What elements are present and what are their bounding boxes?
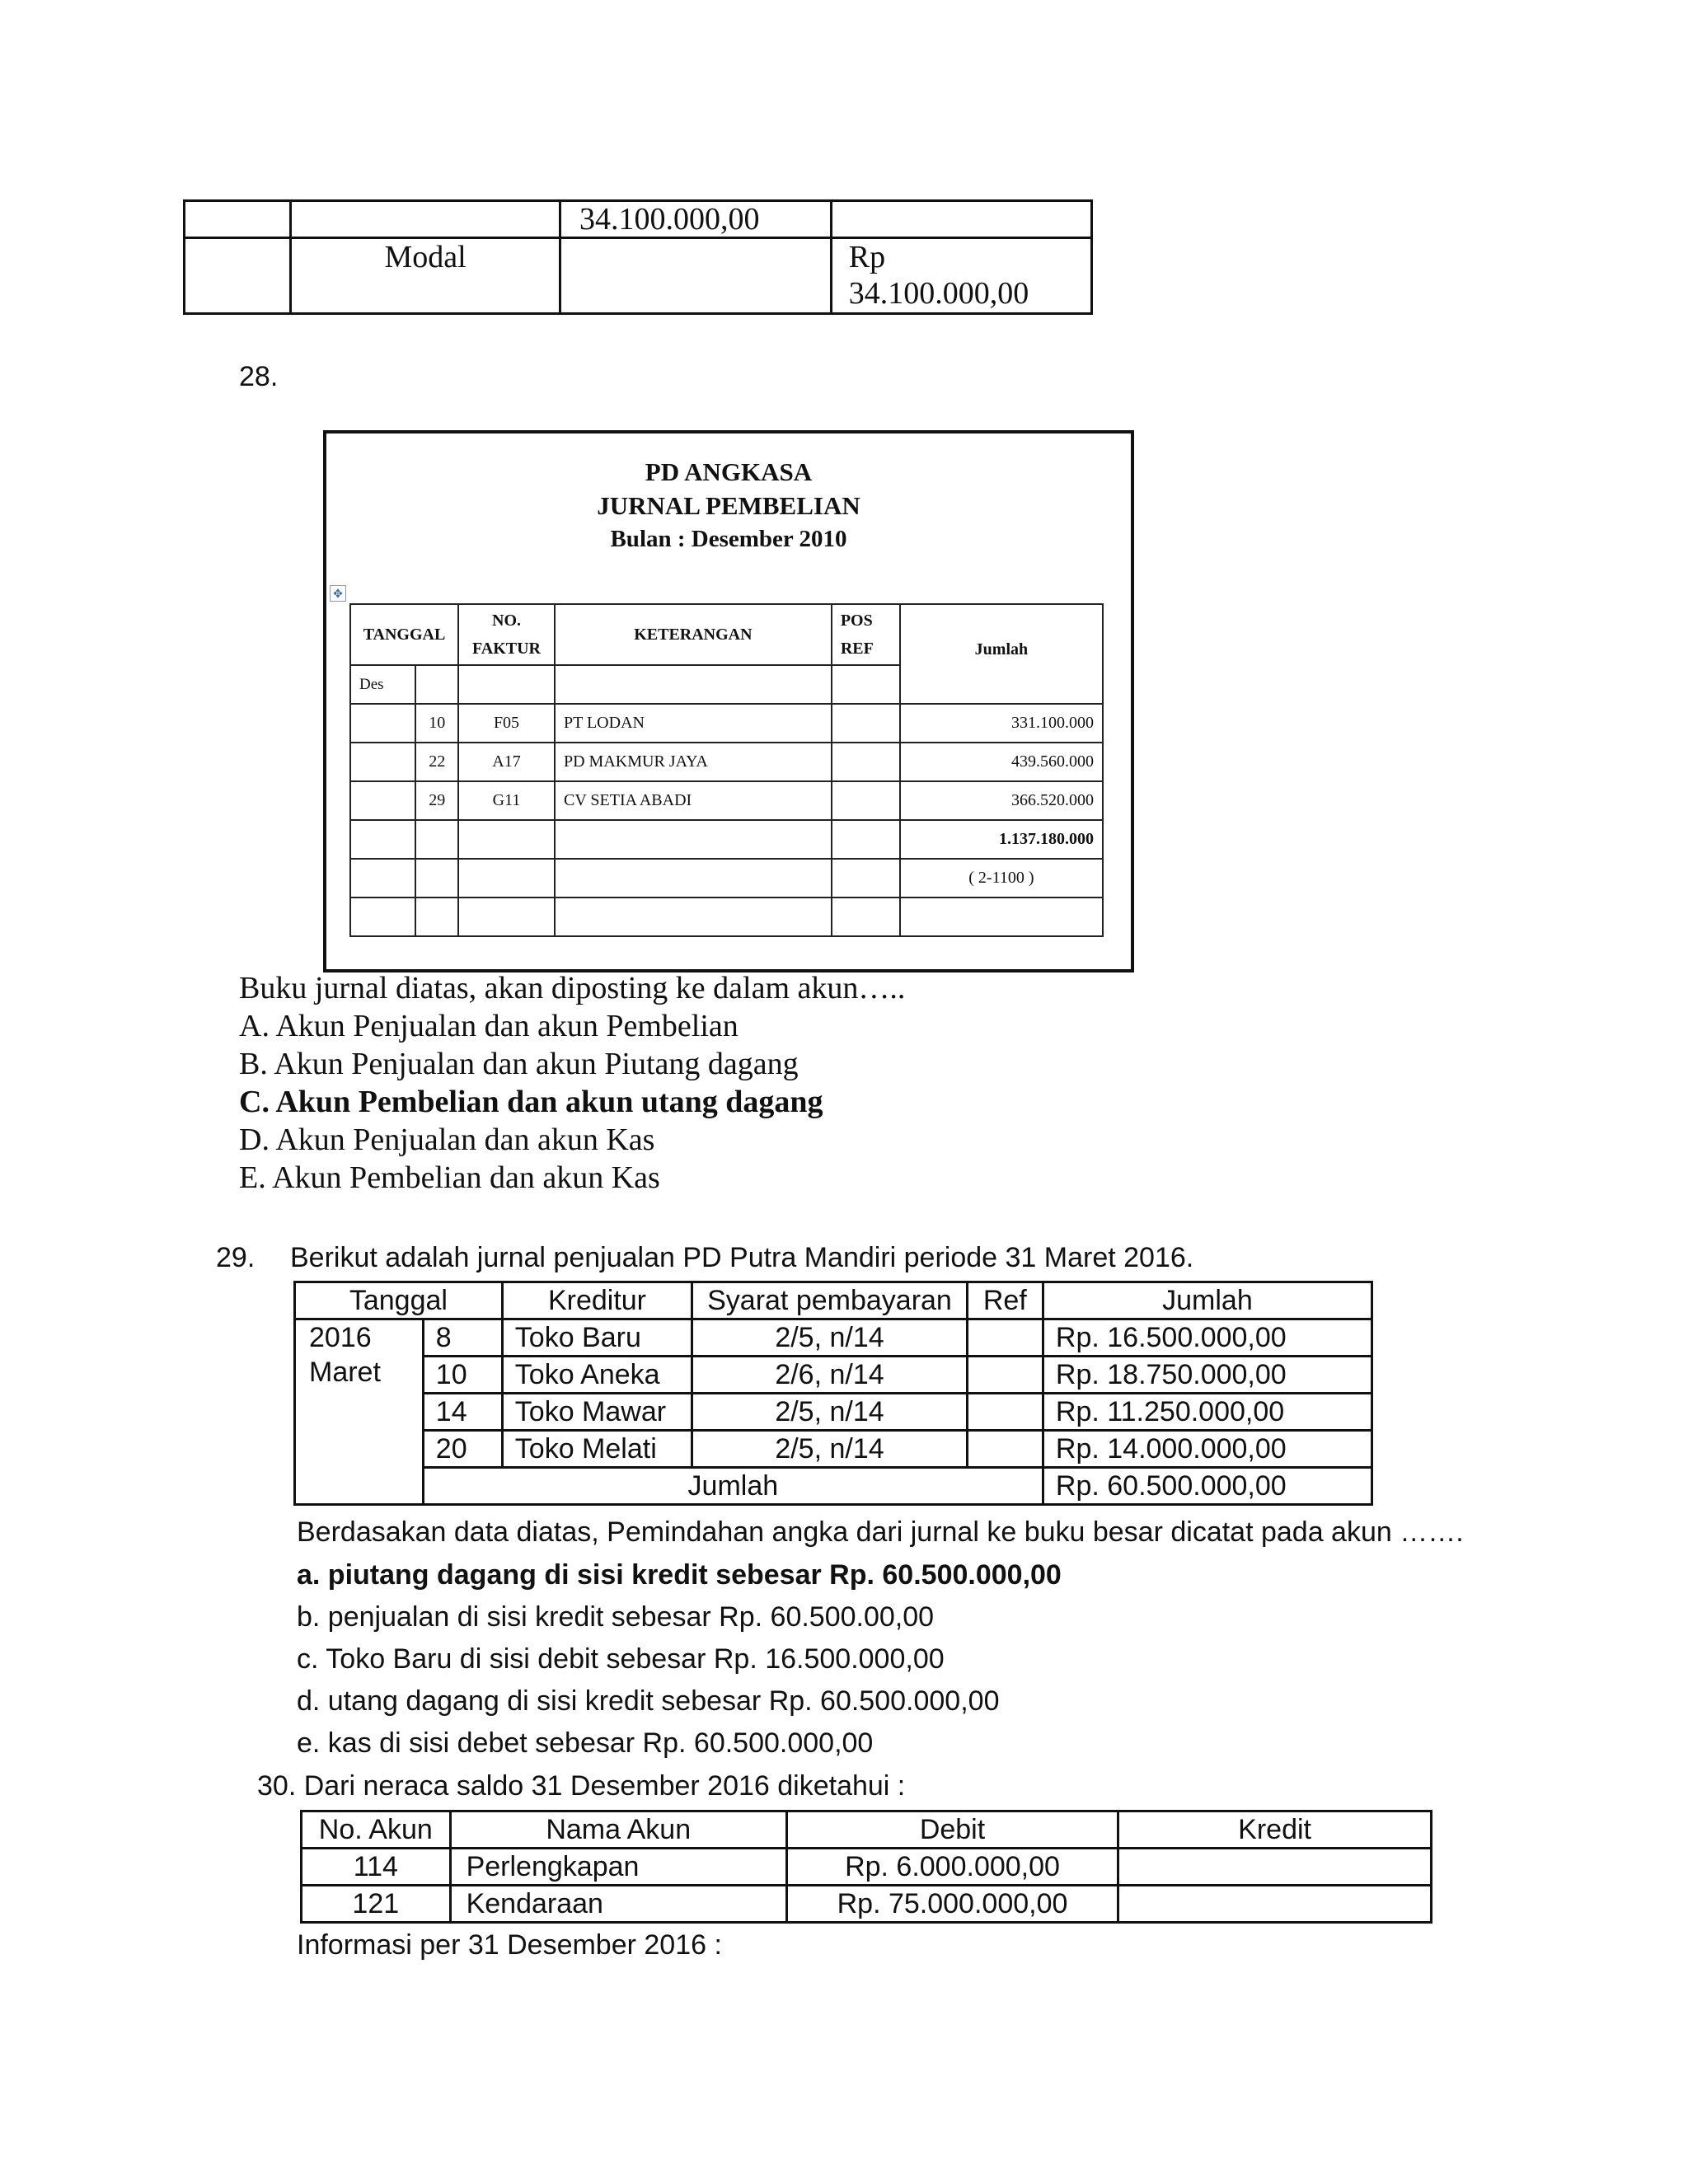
header-pos-ref: POS REF bbox=[832, 604, 900, 665]
header-no-akun: No. Akun bbox=[302, 1811, 451, 1849]
journal-period: Bulan : Desember 2010 bbox=[610, 526, 847, 552]
rp-label: Rp bbox=[848, 240, 886, 274]
table-cell bbox=[831, 238, 1091, 314]
table-cell bbox=[185, 201, 291, 238]
total-label: Jumlah bbox=[423, 1468, 1043, 1505]
question-29-text: Berdasakan data diatas, Pemindahan angka dari jurnal ke buku besar dicatat pada akun ……. bbox=[297, 1516, 1464, 1548]
header-jumlah: Jumlah bbox=[900, 604, 1103, 704]
table-row: 2016 Maret 8 Toko Baru 2/5, n/14 Rp. 16.500.000,00 bbox=[295, 1319, 1372, 1357]
table-row: 114 Perlengkapan Rp. 6.000.000,00 bbox=[302, 1849, 1432, 1886]
table-cell bbox=[560, 238, 831, 314]
journal-total: 1.137.180.000 bbox=[900, 820, 1103, 859]
option-b[interactable]: b. penjualan di sisi kredit sebesar Rp. 60.500.00,00 bbox=[297, 1601, 935, 1633]
table-cell bbox=[415, 665, 458, 704]
option-e[interactable]: e. kas di sisi debet sebesar Rp. 60.500.000,00 bbox=[297, 1727, 874, 1759]
option-d[interactable]: d. utang dagang di sisi kredit sebesar Rp. 60.500.000,00 bbox=[297, 1685, 1000, 1717]
amount: 34.100.000,00 bbox=[848, 276, 1029, 311]
journal-title: JURNAL PEMBELIAN bbox=[597, 491, 860, 520]
header-kredit: Kredit bbox=[1118, 1811, 1432, 1849]
move-handle-icon: ✥ bbox=[330, 585, 346, 602]
header-tanggal: Tanggal bbox=[295, 1282, 503, 1319]
table-cell bbox=[185, 238, 291, 314]
option-e[interactable]: E. Akun Pembelian dan akun Kas bbox=[239, 1160, 660, 1195]
header-nama-akun: Nama Akun bbox=[450, 1811, 786, 1849]
purchase-journal-table bbox=[349, 603, 1104, 937]
header-ref: Ref bbox=[967, 1282, 1043, 1319]
table-cell: 34.100.000,00 bbox=[560, 201, 831, 238]
table-cell bbox=[458, 665, 555, 704]
question-number: 28. bbox=[239, 361, 279, 392]
header-jumlah: Jumlah bbox=[1043, 1282, 1372, 1319]
info-text: Informasi per 31 Desember 2016 : bbox=[297, 1929, 722, 1961]
table-row: 29 G11 CV SETIA ABADI 366.520.000 bbox=[350, 781, 1103, 820]
option-c-answer[interactable]: C. Akun Pembelian dan akun utang dagang bbox=[239, 1085, 823, 1119]
month-cell: Des bbox=[350, 665, 415, 704]
question-28-text: Buku jurnal diatas, akan diposting ke dalam akun….. bbox=[239, 971, 906, 1005]
option-c[interactable]: c. Toko Baru di sisi debit sebesar Rp. 16.500.000,00 bbox=[297, 1643, 945, 1675]
top-table bbox=[183, 199, 1093, 315]
header-kreditur: Kreditur bbox=[502, 1282, 692, 1319]
table-row: 10 Toko Aneka 2/6, n/14 Rp. 18.750.000,00 bbox=[295, 1357, 1372, 1394]
option-d[interactable]: D. Akun Penjualan dan akun Kas bbox=[239, 1122, 655, 1157]
header-tanggal: TANGGAL bbox=[350, 604, 458, 665]
table-cell bbox=[291, 201, 560, 238]
journal-ref: ( 2-1100 ) bbox=[900, 859, 1103, 898]
question-29-intro: Berikut adalah jurnal penjualan PD Putra Mandiri periode 31 Maret 2016. bbox=[290, 1242, 1194, 1273]
option-b[interactable]: B. Akun Penjualan dan akun Piutang dagang bbox=[239, 1047, 799, 1081]
header-debit: Debit bbox=[786, 1811, 1118, 1849]
table-cell: Modal bbox=[291, 238, 560, 314]
journal-image bbox=[323, 430, 1134, 972]
option-a[interactable]: A. Akun Penjualan dan akun Pembelian bbox=[239, 1009, 738, 1043]
table-cell bbox=[555, 665, 832, 704]
table-row: 121 Kendaraan Rp. 75.000.000,00 bbox=[302, 1886, 1432, 1923]
table-row bbox=[350, 898, 1103, 936]
header-syarat: Syarat pembayaran bbox=[692, 1282, 968, 1319]
header-no-faktur: NO. FAKTUR bbox=[458, 604, 555, 665]
year-month-cell: 2016 Maret bbox=[295, 1319, 424, 1505]
total-row bbox=[295, 1468, 1372, 1505]
total-amount: Rp. 60.500.000,00 bbox=[1043, 1468, 1372, 1505]
question-30-intro: 30. Dari neraca saldo 31 Desember 2016 diketahui : bbox=[257, 1770, 906, 1802]
table-cell bbox=[831, 201, 1091, 238]
sales-journal-table bbox=[293, 1281, 1373, 1506]
header-keterangan: KETERANGAN bbox=[555, 604, 832, 665]
table-row: 10 F05 PT LODAN 331.100.000 bbox=[350, 704, 1103, 743]
ref-row bbox=[350, 859, 1103, 898]
table-cell bbox=[832, 665, 900, 704]
table-row: 20 Toko Melati 2/5, n/14 Rp. 14.000.000,00 bbox=[295, 1431, 1372, 1468]
trial-balance-table bbox=[300, 1810, 1432, 1924]
total-row bbox=[350, 820, 1103, 859]
table-row: 22 A17 PD MAKMUR JAYA 439.560.000 bbox=[350, 743, 1103, 781]
company-name: PD ANGKASA bbox=[645, 457, 813, 486]
question-number: 29. bbox=[216, 1242, 256, 1273]
option-a-answer[interactable]: a. piutang dagang di sisi kredit sebesar Rp. 60.500.000,00 bbox=[297, 1559, 1062, 1591]
table-row: 14 Toko Mawar 2/5, n/14 Rp. 11.250.000,00 bbox=[295, 1394, 1372, 1431]
